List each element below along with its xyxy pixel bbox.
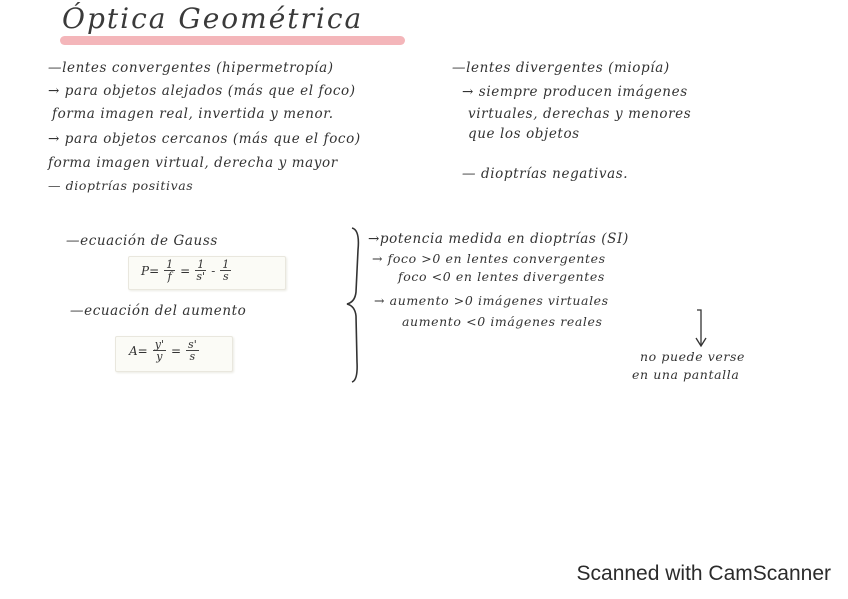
left-line-3: forma imagen real, invertida y menor. [52, 106, 334, 122]
aumento-label: —ecuación del aumento [70, 303, 247, 319]
right-line-2: → siempre producen imágenes [462, 84, 688, 100]
brace-note-4: → aumento >0 imágenes virtuales [374, 293, 609, 308]
left-line-4: → para objetos cercanos (más que el foco) [48, 131, 361, 147]
side-note-1: no puede verse [640, 349, 746, 364]
right-line-5: — dioptrías negativas. [462, 166, 629, 182]
brace-note-3: foco <0 en lentes divergentes [398, 269, 605, 284]
right-line-3: virtuales, derechas y menores [468, 106, 692, 122]
side-note-2: en una pantalla [632, 367, 740, 382]
left-line-1: —lentes convergentes (hipermetropía) [48, 60, 334, 76]
brace-note-1: →potencia medida en dioptrías (SI) [368, 231, 629, 247]
right-line-4: que los objetos [468, 126, 580, 142]
brace-note-2: → foco >0 en lentes convergentes [372, 251, 606, 266]
right-line-1: —lentes divergentes (miopía) [452, 60, 670, 76]
left-line-2: → para objetos alejados (más que el foco) [48, 83, 356, 99]
curly-brace [347, 228, 358, 382]
page-title: Óptica Geométrica [62, 2, 364, 35]
left-line-5: forma imagen virtual, derecha y mayor [48, 155, 338, 171]
brace-note-5: aumento <0 imágenes reales [402, 314, 603, 329]
gauss-label: —ecuación de Gauss [66, 233, 218, 249]
gauss-formula: P= $\frac{1}{f}$ = $\frac{1}{s'}$ - $\frac{1}{s}$ [141, 258, 230, 283]
scanner-watermark: Scanned with CamScanner [576, 562, 831, 585]
aumento-formula: A= $\frac{y'}{y}$ = $\frac{s'}{s}$ [129, 338, 197, 363]
left-line-6: — dioptrías positivas [48, 178, 194, 193]
